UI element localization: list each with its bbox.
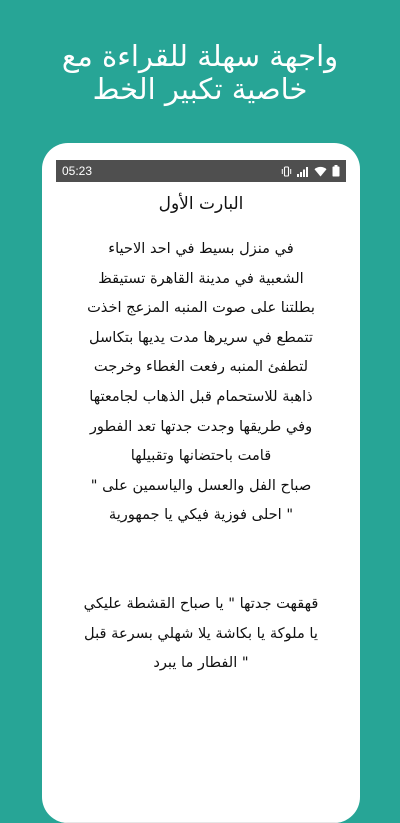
status-icons (281, 165, 340, 177)
text-line: قهقهت جدتها " يا صباح القشطة عليكي (83, 594, 319, 612)
text-line: " احلى فوزية فيكي يا جمهورية (108, 506, 294, 524)
phone-mockup (42, 143, 360, 823)
status-bar (56, 160, 346, 182)
promo-headline-line-1: واجهة سهلة للقراءة مع (61, 39, 339, 73)
paragraph-gap (56, 530, 346, 589)
text-line: بطلتنا على صوت المنبه المزعج اخذت (87, 299, 315, 317)
text-line: ذاهبة للاستحمام قبل الذهاب لجامعتها (89, 387, 313, 405)
phone-screen (56, 160, 346, 823)
promo-headline (0, 40, 400, 106)
text-line: في منزل بسيط في احد الاحياء (108, 240, 294, 257)
text-line: تتمطع في سريرها مدت يديها بتكاسل (89, 328, 313, 346)
vibrate-icon (281, 166, 292, 177)
signal-icon (297, 166, 309, 177)
text-line: يا ملوكة يا بكاشة يلا شهلي بسرعة قبل (84, 624, 318, 642)
text-line: وفي طريقها وجدت جدتها تعد الفطور (89, 417, 313, 435)
promo-headline-line-2: خاصية تكبير الخط (92, 72, 308, 106)
text-line: قامت باحتضانها وتقبيلها (130, 447, 272, 465)
chapter-body (56, 234, 346, 678)
chapter-title: البارت الأول (158, 194, 244, 214)
text-line: " الفطار ما يبرد (153, 654, 249, 672)
status-time: 05:23 (62, 164, 93, 178)
wifi-icon (314, 166, 327, 177)
text-line: صباح الفل والعسل والياسمين على " (90, 476, 312, 494)
text-line: الشعبية في مدينة القاهرة تستيقظ (98, 269, 304, 287)
battery-icon (332, 165, 340, 177)
text-line: لتطفئ المنبه رفعت الغطاء وخرجت (93, 358, 309, 376)
